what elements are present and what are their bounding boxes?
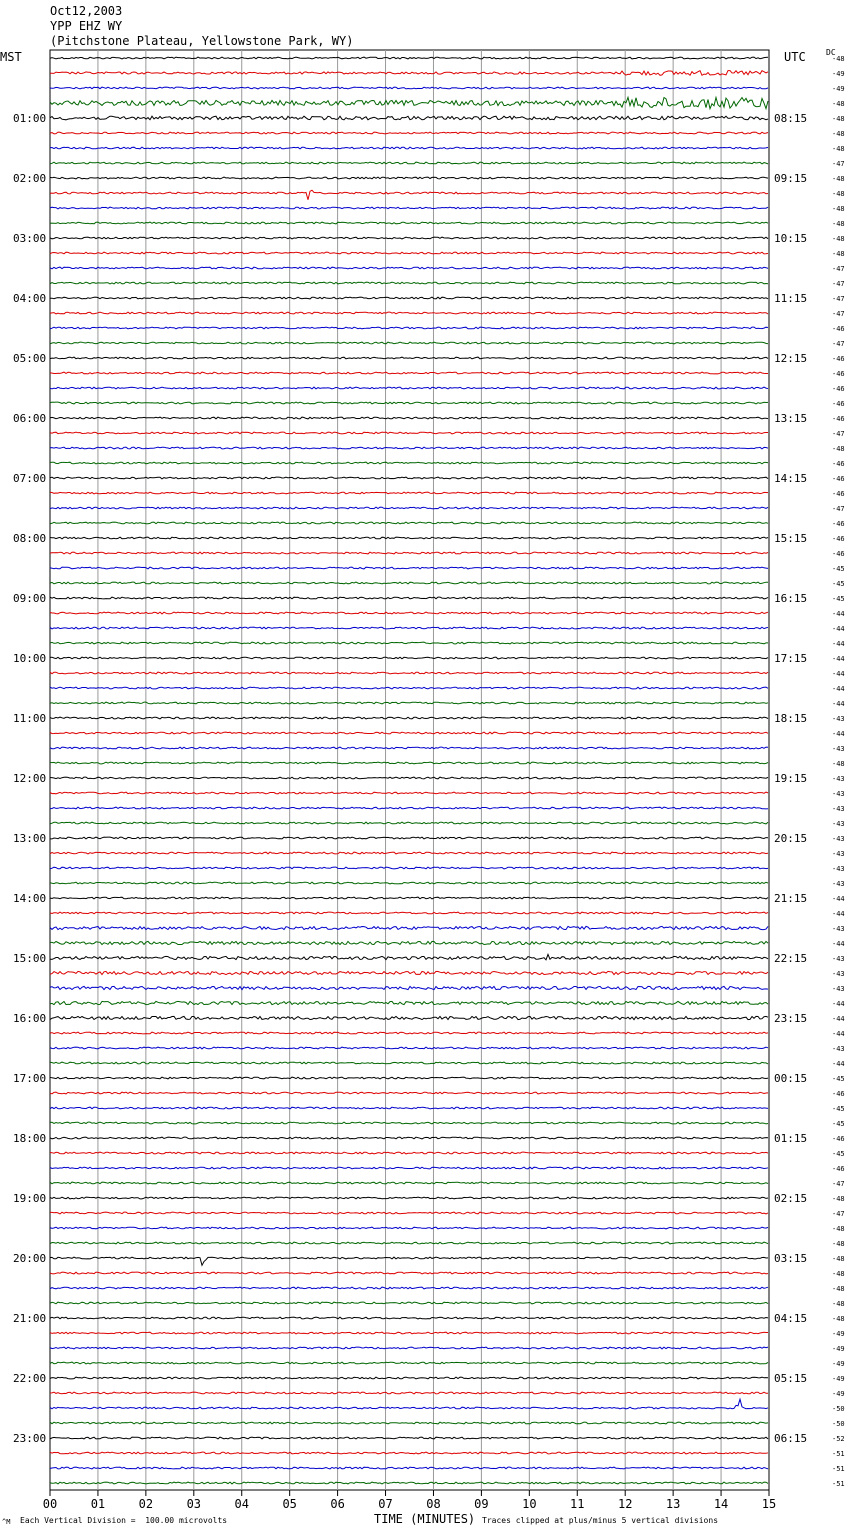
trace-line [50,1212,768,1214]
trace-line [50,116,768,120]
trace-line [50,1452,768,1454]
dc-offset-label: -44 [832,940,845,948]
x-tick-label: 01 [90,1497,106,1511]
trace-line [50,1152,768,1154]
dc-offset-label: -44 [832,730,845,738]
trace-line [50,687,768,689]
trace-line [50,777,768,779]
dc-offset-label: -45 [832,1150,845,1158]
dc-offset-label: -43 [832,835,845,843]
dc-offset-label: -46 [832,325,845,333]
x-tick-label: 04 [234,1497,249,1511]
trace-line [50,1032,768,1034]
dc-offset-label: -48 [832,1225,845,1233]
mst-hour-label: 21:00 [13,1312,47,1325]
mst-hour-label: 22:00 [13,1372,47,1385]
dc-offset-label: -48 [832,1255,845,1263]
utc-hour-label: 16:15 [774,592,808,605]
trace-line [50,672,768,674]
trace-line [50,1317,768,1319]
dc-offset-label: -43 [832,775,845,783]
dc-offset-label: -46 [832,400,845,408]
dc-offset-label: -43 [832,790,845,798]
dc-offset-label: -48 [832,445,845,453]
dc-label: DC [826,48,836,57]
trace-line [50,552,768,554]
trace-line [50,897,768,899]
trace-line [50,237,768,239]
x-axis-title: TIME (MINUTES) [374,1512,476,1526]
trace-line [50,867,768,869]
dc-offset-label: -45 [832,1105,845,1113]
dc-offset-label: -45 [832,580,845,588]
mst-hour-label: 19:00 [13,1192,47,1205]
clipping-note: Traces clipped at plus/minus 5 vertical divisions [482,1516,719,1525]
utc-hour-label: 00:15 [774,1072,808,1085]
dc-offset-label: -44 [832,895,845,903]
dc-offset-label: -46 [832,475,845,483]
mst-hour-label: 18:00 [13,1132,47,1145]
trace-line [50,147,768,149]
x-tick-label: 11 [570,1497,585,1511]
mst-hour-label: 14:00 [13,892,47,905]
dc-offset-label: -47 [832,1180,845,1188]
mst-hour-label: 17:00 [13,1072,47,1085]
dc-offset-label: -45 [832,1120,845,1128]
utc-hour-label: 06:15 [774,1432,808,1445]
trace-line [50,1332,768,1334]
dc-offset-label: -45 [832,595,845,603]
trace-line [50,642,768,644]
dc-offset-label: -48 [832,1315,845,1323]
trace-line [50,627,768,629]
trace-line [50,372,768,374]
dc-offset-label: -48 [832,130,845,138]
dc-offset-label: -49 [832,1345,845,1353]
trace-line [50,1392,768,1394]
dc-offset-label: -48 [832,190,845,198]
utc-hour-label: 19:15 [774,772,808,785]
mst-hour-label: 16:00 [13,1012,47,1025]
trace-line [50,1167,768,1169]
trace-line [50,190,768,200]
trace-line [50,387,768,389]
mst-hour-label: 08:00 [13,532,47,545]
trace-line [50,1197,768,1199]
dc-offset-label: -49 [832,1375,845,1383]
dc-offset-label: -47 [832,340,845,348]
utc-hour-label: 20:15 [774,832,808,845]
dc-offset-label: -44 [832,1000,845,1008]
trace-line [50,1001,768,1004]
trace-line [50,717,768,719]
dc-offset-label: -49 [832,85,845,93]
utc-hour-label: 22:15 [774,952,808,965]
mst-hour-label: 10:00 [13,652,47,665]
dc-offset-label: -48 [832,760,845,768]
trace-line [50,926,768,929]
dc-offset-label: -43 [832,955,845,963]
trace-line [50,162,768,164]
x-tick-label: 05 [282,1497,297,1511]
trace-line [50,762,768,764]
trace-line [50,57,768,59]
dc-offset-label: -46 [832,550,845,558]
vertical-division-note: Each Vertical Division = 100.00 microvolts [20,1516,228,1525]
dc-offset-label: -43 [832,985,845,993]
trace-line [50,87,768,89]
dc-offset-label: -48 [832,1240,845,1248]
trace-line [50,612,768,614]
trace-line [50,417,768,419]
trace-line [50,852,768,854]
right-timezone-label: UTC [784,50,806,64]
trace-line [50,822,768,824]
trace-line [50,732,768,734]
dc-offset-label: -45 [832,565,845,573]
x-tick-label: 13 [665,1497,681,1511]
utc-hour-label: 15:15 [774,532,808,545]
dc-offset-label: -50 [832,1405,845,1413]
trace-line [50,882,768,884]
dc-offset-label: -48 [832,250,845,258]
trace-line [50,941,768,944]
trace-line [50,1062,768,1064]
dc-offset-label: -48 [832,220,845,228]
trace-line [50,71,768,76]
trace-line [50,432,768,434]
dc-offset-label: -48 [832,55,845,63]
x-tick-label: 00 [42,1497,58,1511]
utc-hour-label: 14:15 [774,472,808,485]
dc-offset-label: -49 [832,1360,845,1368]
mst-hour-label: 04:00 [13,292,47,305]
trace-line [50,1287,768,1289]
trace-line [50,1422,768,1424]
utc-hour-label: 12:15 [774,352,808,365]
utc-hour-label: 17:15 [774,652,808,665]
dc-offset-label: -44 [832,1030,845,1038]
utc-hour-label: 04:15 [774,1312,808,1325]
mst-hour-label: 02:00 [13,172,47,185]
dc-offset-label: -47 [832,505,845,513]
dc-offset-label: -52 [832,1435,845,1443]
dc-offset-label: -47 [832,1210,845,1218]
dc-offset-label: -47 [832,265,845,273]
dc-offset-label: -46 [832,415,845,423]
dc-offset-label: -44 [832,700,845,708]
trace-line [50,1227,768,1229]
x-tick-label: 09 [474,1497,489,1511]
dc-offset-label: -43 [832,1045,845,1053]
trace-line [50,327,768,329]
trace-line [50,807,768,809]
dc-offset-label: -48 [832,175,845,183]
trace-line [50,1122,768,1124]
chart-date: Oct12,2003 [50,4,123,18]
mst-hour-label: 09:00 [13,592,47,605]
trace-line [50,1047,768,1049]
x-tick-label: 03 [186,1497,202,1511]
trace-line [50,207,768,209]
dc-offset-label: -47 [832,295,845,303]
dc-offset-label: -48 [832,1195,845,1203]
trace-line [50,447,768,449]
utc-hour-label: 01:15 [774,1132,808,1145]
trace-line [50,702,768,704]
dc-offset-label: -51 [832,1465,845,1473]
trace-line [50,267,768,269]
dc-offset-label: -43 [832,925,845,933]
trace-line [50,297,768,299]
dc-offset-label: -51 [832,1480,845,1488]
mst-hour-label: 07:00 [13,472,47,485]
dc-offset-label: -43 [832,850,845,858]
trace-line [50,1399,768,1409]
dc-offset-label: -46 [832,535,845,543]
plot-frame [50,50,769,1490]
trace-line [50,1302,768,1304]
x-tick-label: 15 [761,1497,777,1511]
dc-offset-label: -43 [832,805,845,813]
dc-offset-label: -43 [832,745,845,753]
trace-line [50,912,768,914]
x-tick-label: 07 [378,1497,393,1511]
trace-line [50,582,768,584]
x-tick-label: 14 [713,1497,729,1511]
utc-hour-label: 18:15 [774,712,808,725]
dc-offset-label: -44 [832,1015,845,1023]
mst-hour-label: 23:00 [13,1432,47,1445]
dc-offset-label: -43 [832,820,845,828]
utc-hour-label: 05:15 [774,1372,808,1385]
dc-offset-label: -45 [832,1075,845,1083]
trace-line [50,1092,768,1094]
trace-line [50,597,768,599]
dc-offset-label: -47 [832,160,845,168]
trace-line [50,1347,768,1349]
mst-hour-label: 11:00 [13,712,47,725]
utc-hour-label: 03:15 [774,1252,808,1265]
trace-line [50,971,768,974]
trace-line [50,312,768,314]
trace-line [50,837,768,839]
trace-line [50,1137,768,1139]
utc-hour-label: 13:15 [774,412,808,425]
dc-offset-label: -48 [832,145,845,153]
dc-offset-label: -44 [832,655,845,663]
trace-line [50,1242,768,1244]
trace-line [50,567,768,569]
dc-offset-label: -44 [832,640,845,648]
dc-offset-label: -46 [832,1135,845,1143]
x-tick-label: 10 [522,1497,537,1511]
dc-offset-label: -43 [832,865,845,873]
dc-offset-label: -49 [832,1390,845,1398]
trace-line [50,477,768,479]
trace-line [50,1362,768,1364]
utc-hour-label: 02:15 [774,1192,808,1205]
trace-line [50,1107,768,1109]
utc-hour-label: 09:15 [774,172,808,185]
x-tick-label: 02 [138,1497,154,1511]
dc-offset-label: -46 [832,1090,845,1098]
dc-offset-label: -46 [832,520,845,528]
dc-offset-label: -48 [832,1300,845,1308]
trace-line [50,282,768,284]
dc-offset-label: -49 [832,1330,845,1338]
trace-line [50,252,768,254]
trace-line [50,97,768,108]
dc-offset-label: -44 [832,625,845,633]
mst-hour-label: 03:00 [13,232,47,245]
trace-line [50,1437,768,1439]
dc-offset-label: -49 [832,70,845,78]
left-timezone-label: MST [0,50,22,64]
trace-line [50,177,768,179]
trace-line [50,1377,768,1379]
dc-offset-label: -47 [832,310,845,318]
station-name: YPP EHZ WY [50,19,123,33]
dc-offset-label: -46 [832,1165,845,1173]
dc-offset-label: -43 [832,715,845,723]
dc-offset-label: -46 [832,460,845,468]
dc-offset-label: -50 [832,1420,845,1428]
dc-offset-label: -47 [832,430,845,438]
x-tick-label: 08 [426,1497,441,1511]
dc-offset-label: -44 [832,610,845,618]
utc-hour-label: 21:15 [774,892,808,905]
utc-hour-label: 11:15 [774,292,808,305]
trace-line [50,1272,768,1274]
utc-hour-label: 10:15 [774,232,808,245]
mst-hour-label: 06:00 [13,412,47,425]
trace-line [50,507,768,509]
dc-offset-label: -48 [832,100,845,108]
trace-line [50,222,768,224]
mst-hour-label: 12:00 [13,772,47,785]
dc-offset-label: -43 [832,880,845,888]
trace-line [50,492,768,494]
dc-offset-label: -44 [832,910,845,918]
dc-offset-label: -43 [832,970,845,978]
dc-offset-label: -51 [832,1450,845,1458]
x-tick-label: 06 [330,1497,345,1511]
dc-offset-label: -47 [832,280,845,288]
trace-line [50,462,768,464]
dc-offset-label: -48 [832,205,845,213]
dc-offset-label: -48 [832,235,845,243]
mst-hour-label: 15:00 [13,952,47,965]
mst-hour-label: 13:00 [13,832,47,845]
trace-line [50,1077,768,1079]
trace-line [50,1016,768,1019]
dc-offset-label: -48 [832,1270,845,1278]
trace-line [50,657,768,659]
trace-line [50,342,768,344]
mst-hour-label: 05:00 [13,352,47,365]
trace-line [50,357,768,359]
trace-line [50,986,768,989]
mst-hour-label: 20:00 [13,1252,47,1265]
station-location: (Pitchstone Plateau, Yellowstone Park, WY) [50,34,354,48]
dc-offset-label: -46 [832,370,845,378]
trace-line [50,537,768,539]
dc-offset-label: -44 [832,685,845,693]
dc-offset-label: -44 [832,1060,845,1068]
utc-hour-label: 23:15 [774,1012,808,1025]
utc-hour-label: 08:15 [774,112,808,125]
trace-line [50,954,768,959]
dc-offset-label: -46 [832,355,845,363]
trace-line [50,1482,768,1484]
dc-offset-label: -46 [832,385,845,393]
dc-offset-label: -44 [832,670,845,678]
trace-line [50,522,768,524]
dc-offset-label: -48 [832,1285,845,1293]
trace-line [50,1257,768,1265]
trace-line [50,402,768,404]
mst-hour-label: 01:00 [13,112,47,125]
trace-line [50,1467,768,1469]
trace-line [50,747,768,749]
trace-line [50,132,768,134]
x-tick-label: 12 [617,1497,633,1511]
dc-offset-label: -48 [832,115,845,123]
trace-line [50,792,768,794]
footer-mark: ^M [2,1518,11,1526]
dc-offset-label: -46 [832,490,845,498]
trace-line [50,1182,768,1184]
